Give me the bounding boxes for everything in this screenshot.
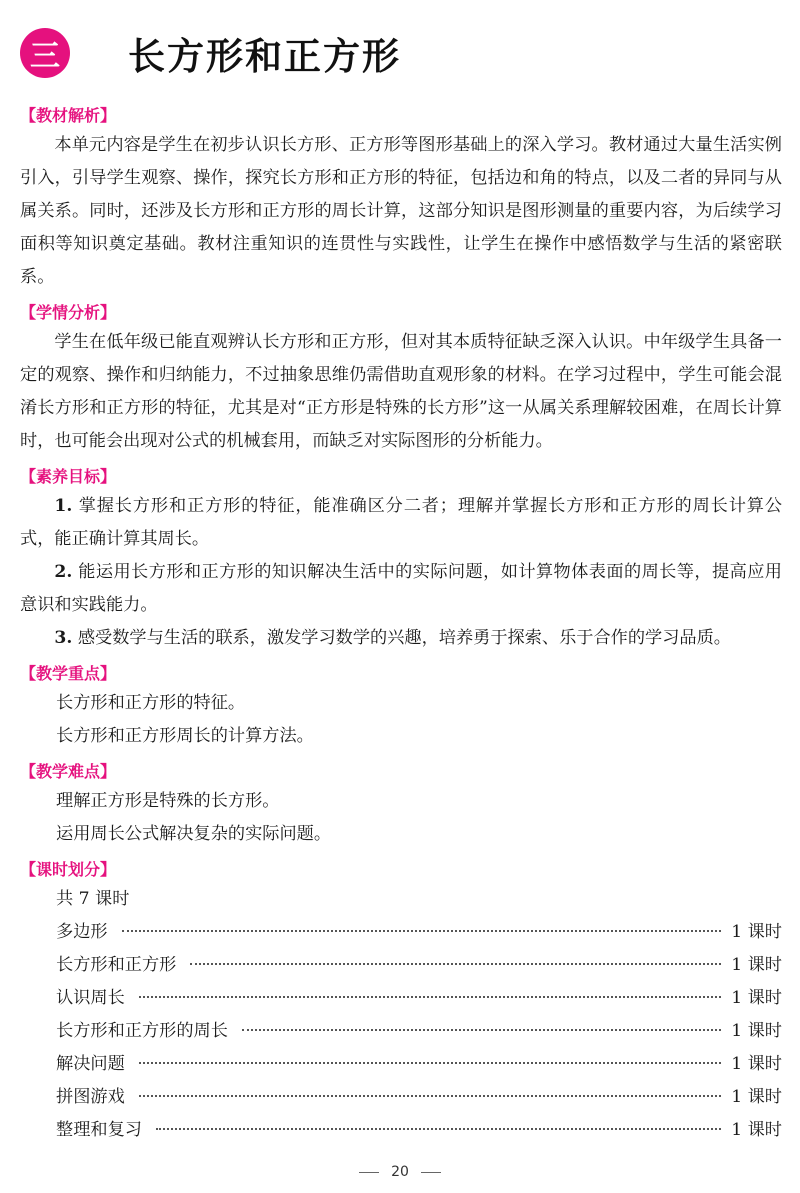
schedule-list [20, 916, 782, 1147]
leader-dots [156, 1127, 721, 1130]
schedule-row [20, 1048, 782, 1081]
chapter-number-badge: 三 [20, 28, 70, 78]
leader-dots [139, 1061, 721, 1064]
section-label-goals: 【素养目标】 [20, 467, 117, 486]
section-label-analysis: 【教材解析】 [20, 106, 117, 125]
section-label-schedule: 【课时划分】 [20, 860, 117, 879]
difficulty-item: 理解正方形是特殊的长方形。 [56, 791, 280, 811]
schedule-row [20, 1114, 782, 1147]
goal-item [20, 490, 782, 556]
leader-dots [190, 962, 721, 965]
lesson-hours: 1 课时 [731, 1054, 782, 1074]
section-label-learners: 【学情分析】 [20, 303, 117, 322]
goal-text: 掌握长方形和正方形的特征，能准确区分二者；理解并掌握长方形和正方形的周长计算公式，能正确计算其周长。 [20, 496, 782, 549]
difficulty-item: 运用周长公式解决复杂的实际问题。 [56, 824, 332, 844]
goal-number: 2. [54, 562, 73, 582]
footer-dash-left [359, 1172, 379, 1173]
schedule-row [20, 949, 782, 982]
lesson-hours: 1 课时 [731, 922, 782, 942]
leader-dots [122, 929, 722, 932]
schedule-total: 共 7 课时 [56, 889, 130, 909]
page-footer [0, 1164, 800, 1180]
lesson-name: 解决问题 [56, 1054, 125, 1074]
key-point-item: 长方形和正方形周长的计算方法。 [56, 726, 314, 746]
schedule-row [20, 1015, 782, 1048]
lesson-name: 多边形 [56, 922, 108, 942]
schedule-row [20, 982, 782, 1015]
chapter-header [20, 24, 782, 82]
footer-dash-right [421, 1172, 441, 1173]
leader-dots [139, 1094, 721, 1097]
lesson-name: 长方形和正方形的周长 [56, 1021, 228, 1041]
goal-number: 1. [54, 496, 73, 516]
key-point-item: 长方形和正方形的特征。 [56, 693, 246, 713]
goal-number: 3. [54, 628, 73, 648]
page-number: 20 [391, 1164, 409, 1180]
goal-item [20, 556, 782, 622]
leader-dots [139, 995, 721, 998]
lesson-name: 整理和复习 [56, 1120, 142, 1140]
lesson-name: 长方形和正方形 [56, 955, 177, 975]
lesson-name: 拼图游戏 [56, 1087, 125, 1107]
leader-dots [242, 1028, 721, 1031]
lesson-hours: 1 课时 [731, 955, 782, 975]
chapter-title: 长方形和正方形 [128, 35, 401, 78]
lesson-hours: 1 课时 [731, 1021, 782, 1041]
schedule-row [20, 916, 782, 949]
section-label-difficulties: 【教学难点】 [20, 762, 117, 781]
learners-paragraph: 学生在低年级已能直观辨认长方形和正方形，但对其本质特征缺乏深入认识。中年级学生具备一定的观察、操作和归纳能力，不过抽象思维仍需借助直观形象的材料。在学习过程中，学生可能会混淆长方形和正方形的特征，尤其是对“正方形是特殊的长方形”这一从属关系理解较困难，在周长计算时，也可能会出现对公式的机械套用，而缺乏对实际图形的分析能力。 [20, 332, 782, 451]
lesson-hours: 1 课时 [731, 1120, 782, 1140]
lesson-name: 认识周长 [56, 988, 125, 1008]
analysis-paragraph: 本单元内容是学生在初步认识长方形、正方形等图形基础上的深入学习。教材通过大量生活实例引入，引导学生观察、操作，探究长方形和正方形的特征，包括边和角的特点，以及二者的异同与从属关系。同时，还涉及长方形和正方形的周长计算，这部分知识是图形测量的重要内容，为后续学习面积等知识奠定基础。教材注重知识的连贯性与实践性，让学生在操作中感悟数学与生活的紧密联系。 [20, 135, 782, 287]
schedule-row [20, 1081, 782, 1114]
goal-text: 能运用长方形和正方形的知识解决生活中的实际问题，如计算物体表面的周长等，提高应用意识和实践能力。 [20, 562, 782, 615]
section-label-key-points: 【教学重点】 [20, 664, 117, 683]
lesson-hours: 1 课时 [731, 1087, 782, 1107]
goal-text: 感受数学与生活的联系，激发学习数学的兴趣，培养勇于探索、乐于合作的学习品质。 [77, 628, 731, 648]
lesson-hours: 1 课时 [731, 988, 782, 1008]
goal-item [20, 622, 782, 655]
